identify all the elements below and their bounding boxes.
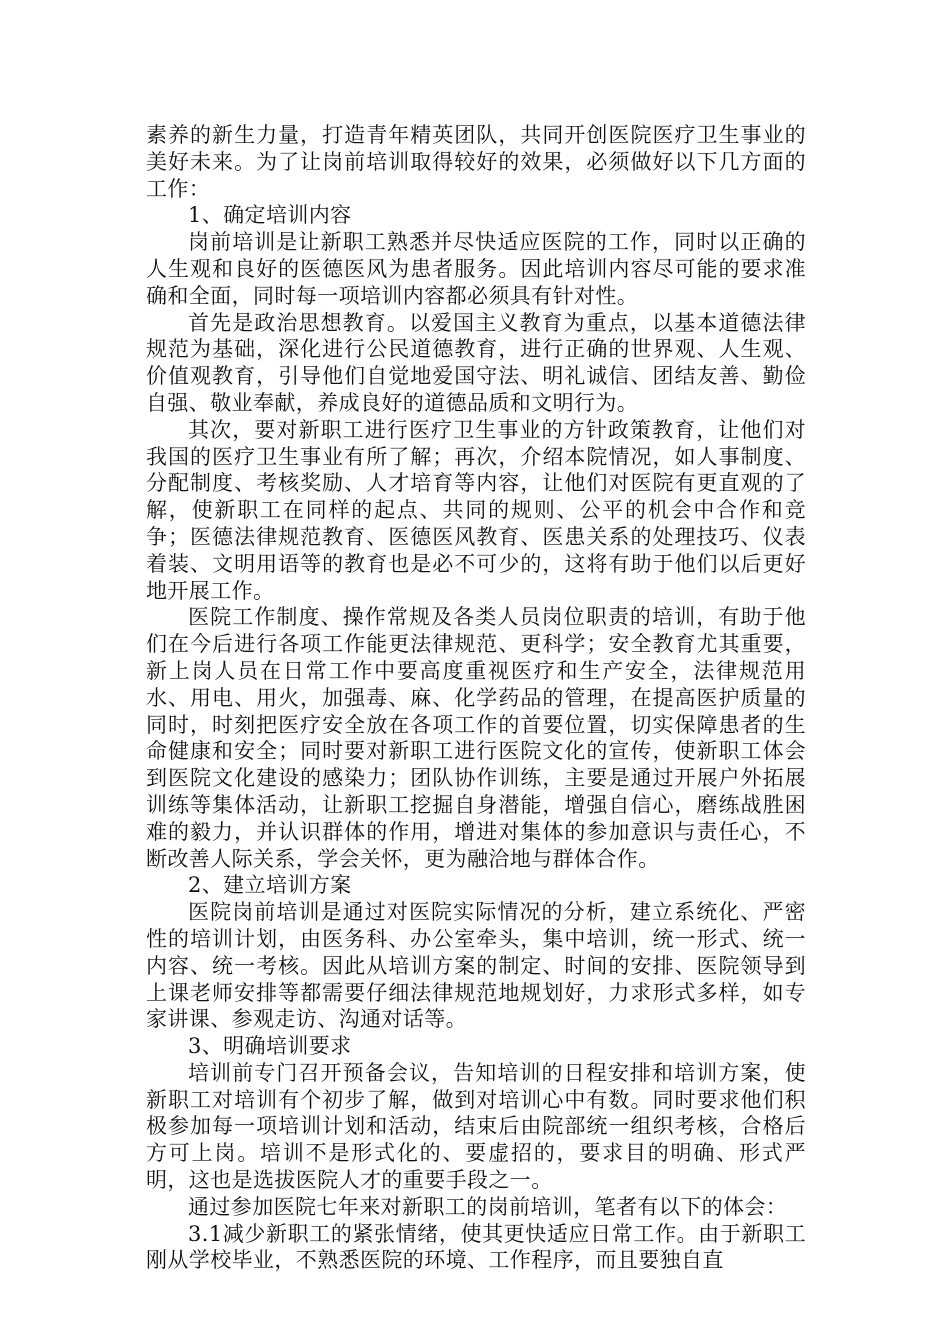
section-heading: 2、建立培训方案 [188,873,352,898]
paragraph: 培训前专门召开预备会议，告知培训的日程安排和培训方案，使新职工对培训有个初步了解，做到对培训心中有数。同时要求他们积极参加每一项培训计划和活动，结束后由院部统一组织考核，合格后方可上岗。培训不是形式化的、要虚招的，要求目的明确、形式严明，这也是选拔医院人才的重要手段之一。 [146,1060,806,1193]
paragraph: 医院岗前培训是通过对医院实际情况的分析，建立系统化、严密性的培训计划，由医务科、办公室牵头，集中培训，统一形式、统一内容、统一考核。因此从培训方案的制定、时间的安排、医院领导到上课老师安排等都需要仔细法律规范地规划好，力求形式多样，如专家讲课、参观走访、沟通对话等。 [146,900,806,1032]
document-page [146,122,806,1274]
paragraph: 通过参加医院七年来对新职工的岗前培训，笔者有以下的体会： [188,1194,788,1219]
paragraph: 医院工作制度、操作常规及各类人员岗位职责的培训，有助于他们在今后进行各项工作能更法律规范、更科学；安全教育尤其重要，新上岗人员在日常工作中要高度重视医疗和生产安全，法律规范用水、用电、用火，加强毒、麻、化学药品的管理，在提高医护质量的同时，时刻把医疗安全放在各项工作的首要位置，切实保障患者的生命健康和安全；同时要对新职工进行医院文化的宣传，使新职工体会到医院文化建设的感染力；团队协作训练，主要是通过开展户外拓展训练等集体活动，让新职工挖掘自身潜能，增强自信心，磨练战胜困难的毅力，并认识群体的作用，增进对集体的参加意识与责任心，不断改善人际关系，学会关怀，更为融洽地与群体合作。 [146,605,806,871]
section-heading: 3、明确培训要求 [188,1034,352,1059]
paragraph: 3.1减少新职工的紧张情绪，使其更快适应日常工作。由于新职工刚从学校毕业，不熟悉医院的环境、工作程序，而且要独自直 [146,1221,806,1273]
paragraph: 其次，要对新职工进行医疗卫生事业的方针政策教育，让他们对我国的医疗卫生事业有所了解；再次，介绍本院情况，如人事制度、分配制度、考核奖励、人才培育等内容，让他们对医院有更直观的了解，使新职工在同样的起点、共同的规则、公平的机会中合作和竞争；医德法律规范教育、医德医风教育、医患关系的处理技巧、仪表着装、文明用语等的教育也是必不可少的，这将有助于他们以后更好地开展工作。 [146,417,806,603]
paragraph: 素养的新生力量，打造青年精英团队，共同开创医院医疗卫生事业的美好未来。为了让岗前培训取得较好的效果，必须做好以下几方面的工作： [146,123,806,201]
paragraph: 岗前培训是让新职工熟悉并尽快适应医院的工作，同时以正确的人生观和良好的医德医风为患者服务。因此培训内容尽可能的要求准确和全面，同时每一项培训内容都必须具有针对性。 [146,230,806,308]
paragraph: 首先是政治思想教育。以爱国主义教育为重点，以基本道德法律规范为基础，深化进行公民道德教育，进行正确的世界观、人生观、价值观教育，引导他们自觉地爱国守法、明礼诚信、团结友善、勤俭自强、敬业奉献，养成良好的道德品质和文明行为。 [146,310,806,415]
section-heading: 1、确定培训内容 [188,203,352,228]
